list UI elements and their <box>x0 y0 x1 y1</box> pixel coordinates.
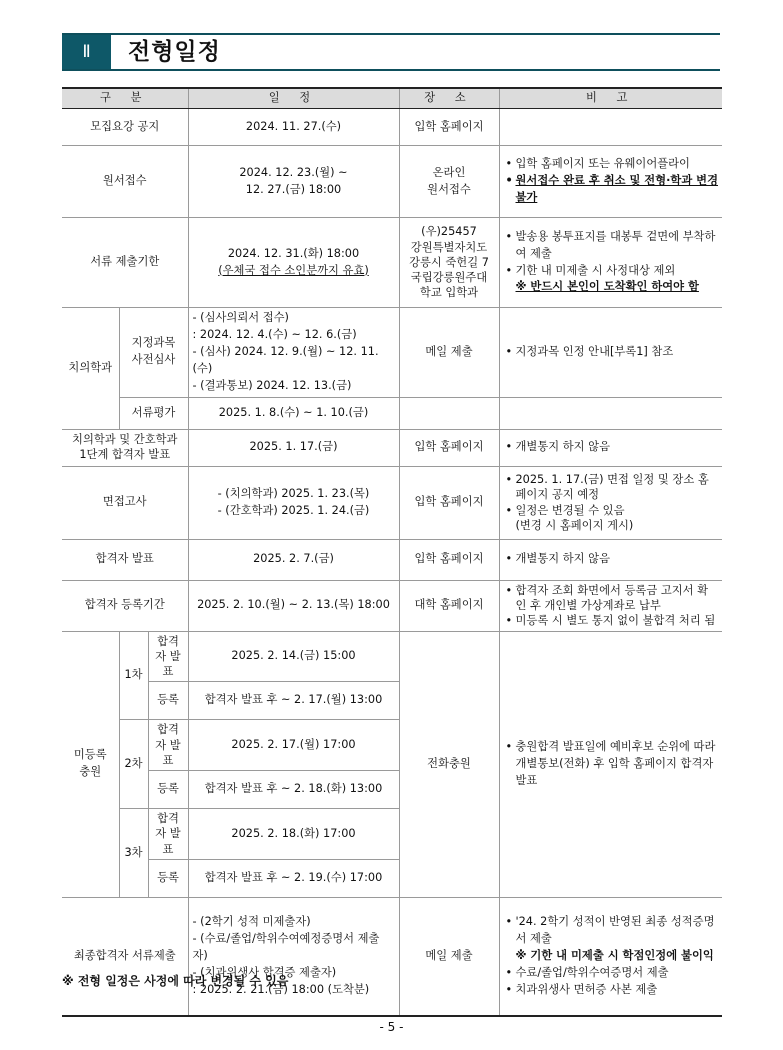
table-row: 2차 합격자 발표 2025. 2. 17.(월) 17:00 <box>62 720 722 771</box>
table-row: 최종합격자 서류제출 - (2학기 성적 미제출자) - (수료/졸업/학위수여예정증명서 제출자) - (치과위생사 합격증 제출자) : 2025. 2. 21.(금) 18:00 (도착분) 메일 제출 • '24. 2학기 성적이 반영된 최종 성적증명서 제출 ※ 기한 내 미제출 시 학점인정에 불이익 • 수료/졸업/학위수여증명서 제출 • 치과위생사 면허증 사본 제출 <box>62 897 722 1016</box>
page-number: - 5 - <box>379 1020 404 1034</box>
header-bottom-rule <box>62 69 720 71</box>
section-number: Ⅱ <box>62 35 111 69</box>
table-row: 미등록 충원 1차 합격자 발표 2025. 2. 14.(금) 15:00 전화충원 • 충원합격 발표일에 예비후보 순위에 따라 개별통보(전화) 후 입학 홈페이지 합격자 발표 <box>62 631 722 682</box>
table-row: 모집요강 공지 2024. 11. 27.(수) 입학 홈페이지 <box>62 109 722 146</box>
table-row: 서류평가 2025. 1. 8.(수) ~ 1. 10.(금) <box>62 397 722 429</box>
header-note: 비 고 <box>499 88 722 109</box>
table-row: 치의학과 지정과목 사전심사 - (심사의뢰서 접수) : 2024. 12. 4.(수) ~ 12. 6.(금) - (심사) 2024. 12. 9.(월) ~ 12. 11.(수) - (결과통보) 2024. 12. 13.(금) 메일 제출 • 지정과목 인정 안내[부록1] 참조 <box>62 308 722 398</box>
table-row: 치의학과 및 간호학과 1단계 합격자 발표 2025. 1. 17.(금) 입학 홈페이지 • 개별통지 하지 않음 <box>62 429 722 466</box>
table-header-row <box>62 88 722 109</box>
table-row: 면접고사 - (치의학과) 2025. 1. 23.(목) - (간호학과) 2025. 1. 24.(금) 입학 홈페이지 • 2025. 1. 17.(금) 면접 일정 및 장소 홈페이지 공지 예정 • 일정은 변경될 수 있음 (변경 시 홈페이지 게시) <box>62 466 722 539</box>
table-row: 등록 합격자 발표 후 ~ 2. 19.(수) 17:00 <box>62 859 722 897</box>
header-place: 장 소 <box>399 88 499 109</box>
footnote: ※ 전형 일정은 사정에 따라 변경될 수 있음 <box>62 974 289 988</box>
table-row: 3차 합격자 발표 2025. 2. 18.(화) 17:00 <box>62 809 722 860</box>
table-row: 합격자 발표 2025. 2. 7.(금) 입학 홈페이지 • 개별통지 하지 않음 <box>62 539 722 580</box>
section-header <box>62 33 720 73</box>
header-schedule: 일 정 <box>188 88 399 109</box>
table-row: 등록 합격자 발표 후 ~ 2. 17.(월) 13:00 <box>62 682 722 720</box>
table-row: 등록 합격자 발표 후 ~ 2. 18.(화) 13:00 <box>62 771 722 809</box>
table-row: 원서접수 2024. 12. 23.(월) ~ 12. 27.(금) 18:00 온라인 원서접수 • 입학 홈페이지 또는 유웨이어플라이 • 원서접수 완료 후 취소 및 전형·학과 변경 불가 <box>62 146 722 218</box>
section-title: 전형일정 <box>128 39 221 65</box>
table-row: 합격자 등록기간 2025. 2. 10.(월) ~ 2. 13.(목) 18:00 대학 홈페이지 • 합격자 조회 화면에서 등록금 고지서 확인 후 개인별 가상계좌로 납부 • 미등록 시 별도 통지 없이 불합격 처리 됨 <box>62 580 722 631</box>
schedule-table <box>62 87 722 1017</box>
header-category: 구 분 <box>62 88 188 109</box>
table-row: 서류 제출기한 2024. 12. 31.(화) 18:00 (우체국 접수 소인분까지 유효) (우)25457 강원특별자치도 강릉시 죽헌길 7 국립강릉원주대 학교 입학과 • 발송용 봉투표지를 대봉투 겉면에 부착하여 제출 • 기한 내 미제출 시 사정대상 제외 ※ 반드시 본인이 도착확인 하여야 함 <box>62 218 722 308</box>
